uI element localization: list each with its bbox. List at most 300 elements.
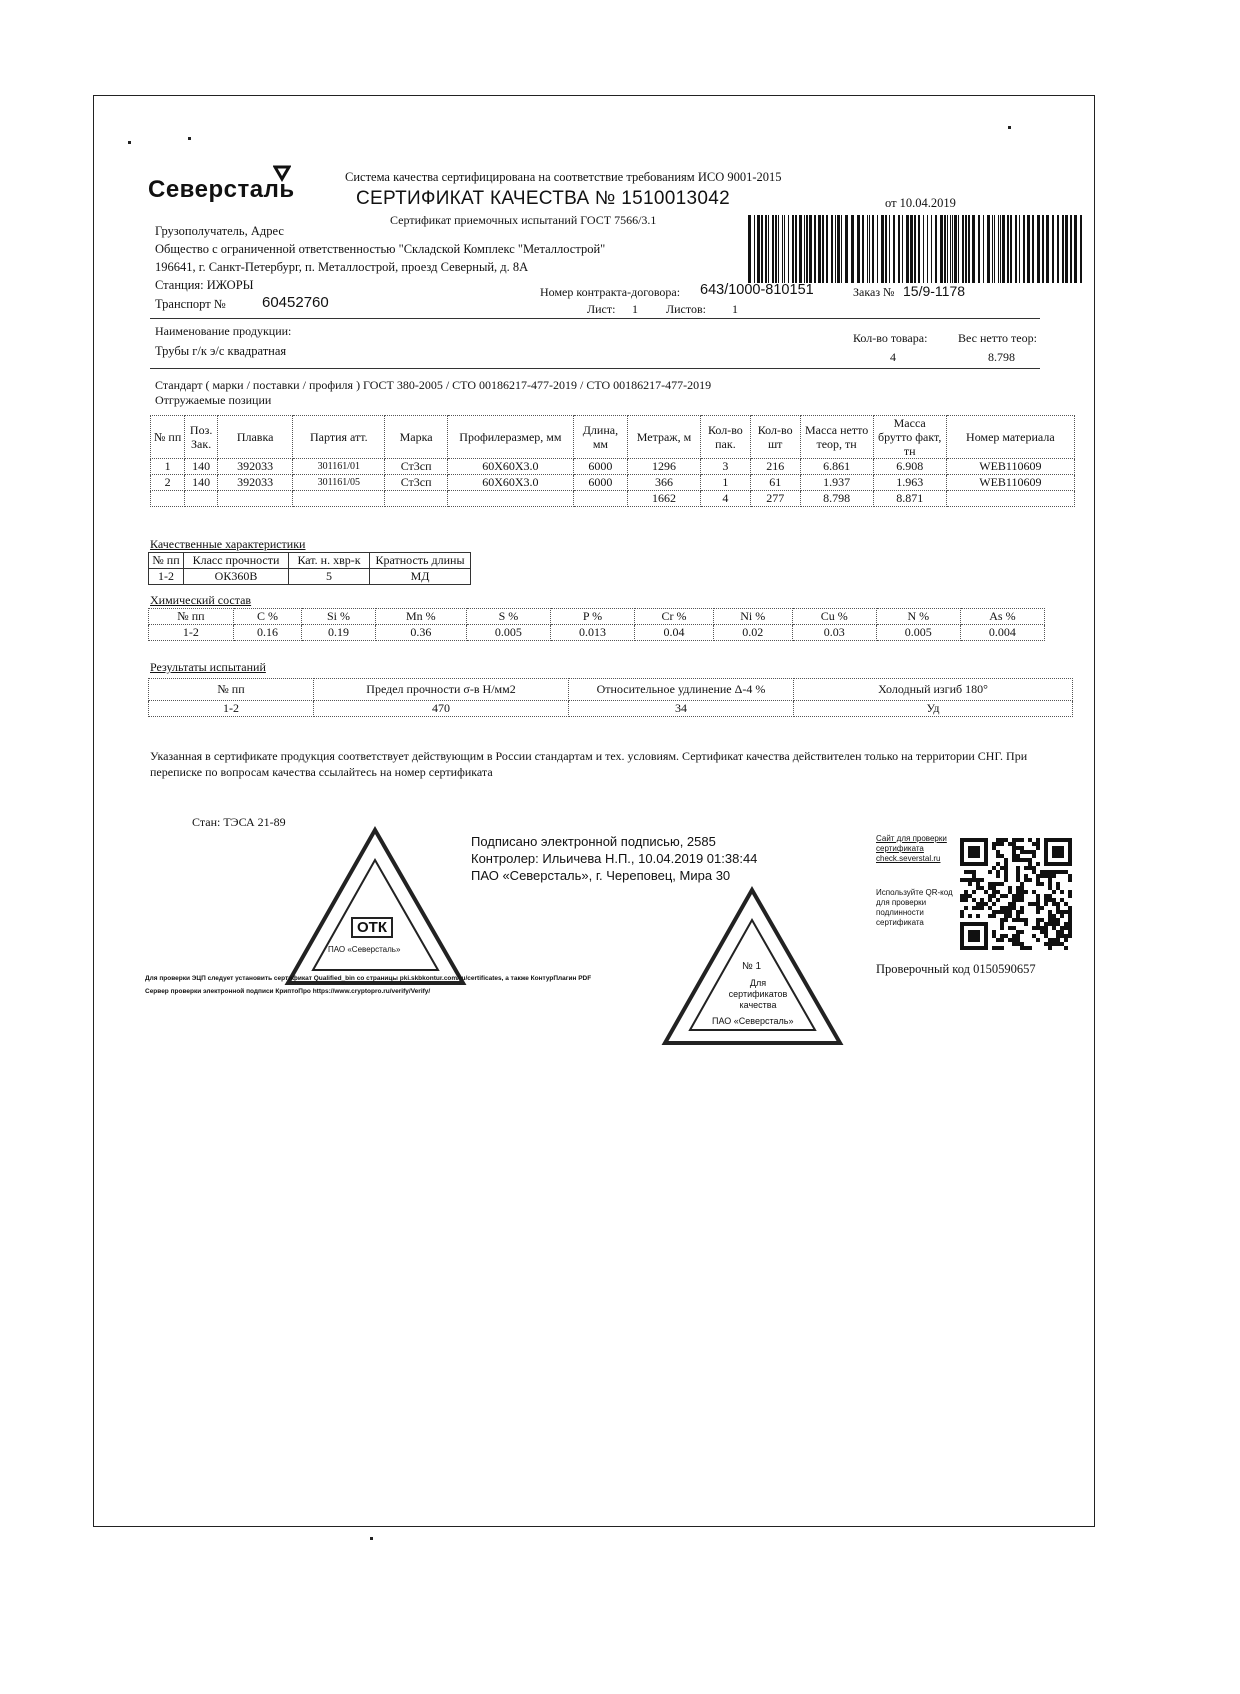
qr-module — [1012, 902, 1016, 906]
table-cell: 8.798 — [800, 491, 873, 507]
qr-module — [992, 910, 996, 914]
qr-module — [1052, 926, 1056, 930]
consignee-label: Грузополучатель, Адрес — [155, 224, 284, 238]
qr-module — [1060, 910, 1064, 914]
qr-module — [1048, 878, 1052, 882]
qr-module — [980, 898, 984, 902]
qr-module — [992, 894, 996, 898]
footer-note: Для проверки ЭЦП следует установить сертификат Qualified_bin со страницы pki.skbkontur.com/ru/certificates, а также КонтурПлагин PDF — [145, 975, 592, 982]
barcode-bar — [889, 215, 890, 283]
table-cell: WEB110609 — [946, 475, 1074, 491]
qr-module — [960, 894, 964, 898]
qr-module — [1060, 898, 1064, 902]
qr-module — [1024, 946, 1028, 950]
col-header: As % — [960, 609, 1044, 625]
qr-module — [1036, 882, 1040, 886]
divider — [150, 318, 1040, 319]
table-cell: 1 — [701, 475, 751, 491]
qr-module — [1012, 898, 1016, 902]
barcode-bar — [809, 215, 812, 283]
barcode-bar — [782, 215, 783, 283]
qr-module — [1048, 870, 1052, 874]
qr-module — [1044, 926, 1048, 930]
qr-module — [1016, 934, 1020, 938]
qr-module — [1008, 926, 1012, 930]
chemistry-header-row — [149, 609, 1045, 625]
barcode-bar — [778, 215, 779, 283]
barcode-bar — [940, 215, 943, 283]
qr-module — [1020, 930, 1024, 934]
barcode-bar — [1023, 215, 1025, 283]
table-row — [149, 701, 1073, 717]
tests-table — [148, 678, 1073, 717]
barcode-bar — [902, 215, 903, 283]
qr-module — [1016, 930, 1020, 934]
qr-module — [1020, 910, 1024, 914]
qr-module — [996, 870, 1000, 874]
qr-module — [1024, 858, 1028, 862]
qr-module — [992, 902, 996, 906]
qr-module — [988, 894, 992, 898]
qr-module — [1016, 878, 1020, 882]
qr-module — [1048, 942, 1052, 946]
table-cell: Ст3сп — [385, 459, 447, 475]
col-header: Si % — [302, 609, 376, 625]
barcode-bar — [822, 215, 824, 283]
qr-module — [1000, 882, 1004, 886]
col-header: № пп — [149, 609, 234, 625]
qr-module — [1000, 866, 1004, 870]
qr-module — [1016, 938, 1020, 942]
qr-module — [1004, 866, 1008, 870]
scan-speck — [370, 1537, 373, 1540]
barcode-bar — [851, 215, 854, 283]
qr-module — [1052, 918, 1056, 922]
barcode-bar — [1027, 215, 1030, 283]
table-cell: 140 — [185, 475, 218, 491]
col-header: Кол-во пак. — [701, 416, 751, 459]
table-cell: 2 — [151, 475, 185, 491]
qr-module — [1004, 894, 1008, 898]
positions-table — [150, 415, 1075, 507]
table-cell: 0.005 — [876, 625, 960, 641]
transport-label: Транспорт № — [155, 297, 226, 311]
qr-module — [1008, 906, 1012, 910]
barcode-bar — [947, 215, 948, 283]
company-logo: Северсталь — [148, 176, 295, 204]
barcode-bar — [906, 215, 909, 283]
barcode-bar — [788, 215, 789, 283]
col-header: Метраж, м — [627, 416, 700, 459]
barcode-bar — [845, 215, 848, 283]
qr-module — [964, 906, 968, 910]
footer-note: Сервер проверки электронной подписи КриптоПро https://www.cryptopro.ru/verify/Verify/ — [145, 988, 431, 995]
barcode-bar — [958, 215, 959, 283]
qr-module — [1056, 886, 1060, 890]
qr-module — [1016, 898, 1020, 902]
table-cell: 1 — [151, 459, 185, 475]
qr-module — [1020, 918, 1024, 922]
qr-module — [1040, 918, 1044, 922]
qr-module — [1012, 838, 1016, 842]
qr-module — [988, 882, 992, 886]
stamp-text: ПАО «Северсталь» — [712, 1016, 794, 1026]
barcode-bar — [841, 215, 842, 283]
qr-module — [1012, 918, 1016, 922]
qr-module — [1056, 934, 1060, 938]
net-weight-label: Вес нетто теор: — [958, 331, 1037, 345]
qr-module — [1036, 918, 1040, 922]
qr-module — [1056, 930, 1060, 934]
divider — [150, 368, 1040, 369]
qr-module — [1020, 946, 1024, 950]
qr-module — [1024, 874, 1028, 878]
barcode-bar — [1000, 215, 1001, 283]
qr-module — [1004, 918, 1008, 922]
qr-module — [1004, 870, 1008, 874]
consignee-address: 196641, г. Санкт-Петербург, п. Металлострой, проезд Северный, д. 8А — [155, 260, 529, 274]
qr-module — [976, 914, 980, 918]
qr-module — [1040, 882, 1044, 886]
qr-module — [1016, 846, 1020, 850]
barcode-bar — [923, 215, 924, 283]
barcode-bar — [944, 215, 946, 283]
table-cell: 301161/05 — [293, 475, 385, 491]
qr-module — [1064, 934, 1068, 938]
qr-module — [1024, 850, 1028, 854]
barcode-bar — [881, 215, 884, 283]
barcode-bar — [748, 215, 751, 283]
qr-module — [1056, 910, 1060, 914]
qr-module — [1052, 890, 1056, 894]
check-site-text[interactable]: Сайт для проверки сертификата check.severstal.ru — [876, 834, 947, 863]
qr-module — [1016, 942, 1020, 946]
col-header: Cu % — [792, 609, 876, 625]
qr-module — [988, 898, 992, 902]
qr-module — [996, 850, 1000, 854]
table-cell: 1296 — [627, 459, 700, 475]
col-header: Масса брутто факт, тн — [873, 416, 946, 459]
qr-module — [1068, 890, 1072, 894]
col-header: № пп — [149, 679, 314, 701]
qr-module — [1020, 906, 1024, 910]
quantity-label: Кол-во товара: — [853, 331, 928, 345]
qr-module — [1016, 858, 1020, 862]
qr-module — [1000, 910, 1004, 914]
qr-module — [1060, 934, 1064, 938]
table-cell: 1662 — [627, 491, 700, 507]
transport-value: 60452760 — [262, 294, 329, 311]
qr-module — [1040, 874, 1044, 878]
qr-module — [1020, 846, 1024, 850]
station: Станция: ИЖОРЫ — [155, 278, 254, 292]
qr-module — [1056, 906, 1060, 910]
order-label: Заказ № — [853, 285, 895, 299]
qr-module — [1000, 838, 1004, 842]
barcode-bar — [872, 215, 874, 283]
qr-finder — [968, 930, 980, 942]
table-cell: 470 — [314, 701, 569, 717]
qr-module — [996, 854, 1000, 858]
qr-module — [1012, 850, 1016, 854]
qr-module — [1048, 918, 1052, 922]
certificate-stamp — [660, 885, 845, 1050]
qr-module — [1064, 910, 1068, 914]
qr-module — [1032, 850, 1036, 854]
table-cell: 1.937 — [800, 475, 873, 491]
contract-value: 643/1000-810151 — [700, 282, 814, 298]
qr-module — [1000, 934, 1004, 938]
table-cell: 1.963 — [873, 475, 946, 491]
qr-module — [1068, 874, 1072, 878]
stamp-text: ОТК — [351, 917, 393, 938]
qr-module — [1052, 942, 1056, 946]
barcode-bar — [978, 215, 980, 283]
certificate-title: СЕРТИФИКАТ КАЧЕСТВА № 1510013042 — [356, 188, 730, 209]
qr-module — [996, 874, 1000, 878]
qr-module — [1048, 894, 1052, 898]
signature-line: Подписано электронной подписью, 2585 — [471, 834, 716, 849]
table-cell: 366 — [627, 475, 700, 491]
shipped-positions-label: Отгружаемые позиции — [155, 393, 272, 407]
col-header: № пп — [151, 416, 185, 459]
col-header: Марка — [385, 416, 447, 459]
barcode-bar — [814, 215, 816, 283]
certificate-subtitle: Сертификат приемочных испытаний ГОСТ 7566/3.1 — [390, 213, 657, 227]
qr-module — [984, 902, 988, 906]
qr-module — [968, 914, 972, 918]
signature-line: Контролер: Ильичева Н.П., 10.04.2019 01:38:44 — [471, 851, 758, 866]
qr-module — [1068, 910, 1072, 914]
qr-module — [1028, 902, 1032, 906]
qr-module — [1044, 898, 1048, 902]
col-header: Ni % — [713, 609, 792, 625]
barcode-bar — [857, 215, 860, 283]
qr-module — [996, 898, 1000, 902]
barcode-bar — [867, 215, 868, 283]
table-cell: 392033 — [218, 475, 293, 491]
barcode-bar — [1074, 215, 1077, 283]
qr-module — [1056, 942, 1060, 946]
barcode-bar — [952, 215, 953, 283]
barcode-bar — [765, 215, 767, 283]
qr-module — [1036, 906, 1040, 910]
col-header: N % — [876, 609, 960, 625]
sheets-value: 1 — [732, 302, 738, 316]
qr-module — [1068, 894, 1072, 898]
quality-header-row — [149, 553, 471, 569]
scan-speck — [188, 137, 191, 140]
certificate-date: от 10.04.2019 — [885, 196, 956, 210]
table-cell: МД — [370, 569, 471, 585]
qr-module — [996, 882, 1000, 886]
table-cell: 6000 — [573, 459, 627, 475]
table-cell: 140 — [185, 459, 218, 475]
barcode-bar — [837, 215, 840, 283]
col-header: Номер материала — [946, 416, 1074, 459]
sheets-label: Листов: — [666, 302, 706, 316]
col-header: Поз. Зак. — [185, 416, 218, 459]
table-cell: ОК360В — [184, 569, 289, 585]
qr-module — [964, 894, 968, 898]
col-header: № пп — [149, 553, 184, 569]
barcode-bar — [869, 215, 870, 283]
stamp-text: № 1 — [742, 961, 762, 972]
qr-module — [1020, 890, 1024, 894]
barcode-bar — [835, 215, 836, 283]
quantity-value: 4 — [890, 350, 896, 364]
barcode-bar — [893, 215, 895, 283]
col-header: Партия атт. — [293, 416, 385, 459]
qr-module — [1032, 926, 1036, 930]
barcode-bar — [1062, 215, 1064, 283]
qr-module — [1064, 922, 1068, 926]
qr-module — [1032, 890, 1036, 894]
qr-module — [1060, 890, 1064, 894]
qr-module — [1056, 870, 1060, 874]
qr-module — [1020, 898, 1024, 902]
table-cell: 1-2 — [149, 569, 184, 585]
qr-module — [1020, 894, 1024, 898]
qr-module — [1016, 890, 1020, 894]
qr-module — [964, 890, 968, 894]
contract-label: Номер контракта-договора: — [540, 285, 681, 299]
qr-module — [1024, 918, 1028, 922]
barcode-bar — [927, 215, 928, 283]
qr-module — [992, 914, 996, 918]
col-header: Профилеразмер, мм — [447, 416, 573, 459]
barcode-bar — [826, 215, 828, 283]
qr-module — [1032, 854, 1036, 858]
qr-module — [996, 838, 1000, 842]
qr-module — [1000, 906, 1004, 910]
qr-module — [1008, 886, 1012, 890]
qr-module — [1036, 922, 1040, 926]
qr-module — [1052, 902, 1056, 906]
qr-module — [1028, 866, 1032, 870]
barcode-bar — [877, 215, 878, 283]
barcode-bar — [1002, 215, 1005, 283]
qr-module — [992, 882, 996, 886]
otk-stamp — [283, 825, 468, 990]
qr-module — [1028, 862, 1032, 866]
barcode-bar — [992, 215, 993, 283]
scan-speck — [128, 141, 131, 144]
qr-module — [1004, 934, 1008, 938]
qr-module — [1064, 938, 1068, 942]
qr-code — [960, 838, 1072, 950]
qr-module — [1012, 842, 1016, 846]
qr-module — [960, 910, 964, 914]
qr-module — [1016, 910, 1020, 914]
qr-module — [1004, 862, 1008, 866]
table-row — [151, 459, 1075, 475]
barcode-bar — [1015, 215, 1017, 283]
qr-module — [1060, 942, 1064, 946]
col-header: Mn % — [375, 609, 466, 625]
qr-module — [1052, 938, 1056, 942]
qr-module — [1000, 894, 1004, 898]
totals-row — [151, 491, 1075, 507]
qr-module — [1004, 838, 1008, 842]
qr-module — [1068, 926, 1072, 930]
qr-module — [1028, 838, 1032, 842]
barcode-bar — [862, 215, 864, 283]
table-cell: Ст3сп — [385, 475, 447, 491]
qr-module — [1008, 842, 1012, 846]
qr-module — [968, 870, 972, 874]
table-row — [149, 569, 471, 585]
qr-module — [1036, 902, 1040, 906]
qr-module — [1000, 918, 1004, 922]
qr-module — [996, 910, 1000, 914]
barcode-bar — [1037, 215, 1040, 283]
qr-module — [1024, 922, 1028, 926]
qr-module — [1052, 874, 1056, 878]
col-header: Кат. н. хвр-к — [289, 553, 370, 569]
qr-module — [1032, 902, 1036, 906]
qr-module — [992, 890, 996, 894]
qr-module — [1000, 946, 1004, 950]
barcode-bar — [914, 215, 916, 283]
qr-module — [1012, 894, 1016, 898]
qr-module — [1008, 902, 1012, 906]
qr-module — [992, 946, 996, 950]
qr-module — [976, 902, 980, 906]
chemistry-table — [148, 608, 1045, 641]
qr-module — [1032, 934, 1036, 938]
barcode-bar — [931, 215, 932, 283]
table-cell: 0.36 — [375, 625, 466, 641]
qr-module — [960, 878, 964, 882]
barcode-bar — [910, 215, 913, 283]
table-cell: 0.19 — [302, 625, 376, 641]
qr-module — [1000, 842, 1004, 846]
qr-module — [1020, 850, 1024, 854]
consignee-org: Общество с ограниченной ответственностью "Складской Комплекс "Металлострой" — [155, 242, 606, 256]
barcode-bar — [968, 215, 970, 283]
qr-module — [968, 878, 972, 882]
barcode-bar — [1010, 215, 1012, 283]
order-value: 15/9-1178 — [903, 283, 966, 299]
barcode-bar — [761, 215, 763, 283]
qr-module — [1032, 870, 1036, 874]
qr-module — [1036, 898, 1040, 902]
barcode — [746, 215, 1088, 283]
qr-module — [1036, 938, 1040, 942]
qr-module — [1052, 922, 1056, 926]
qr-module — [1068, 930, 1072, 934]
barcode-bar — [799, 215, 802, 283]
qr-module — [1020, 858, 1024, 862]
qr-module — [1012, 906, 1016, 910]
qr-module — [1020, 942, 1024, 946]
col-header: Длина, мм — [573, 416, 627, 459]
col-header: Кратность длины — [370, 553, 471, 569]
col-header: Масса нетто теор, тн — [800, 416, 873, 459]
col-header: Cr % — [635, 609, 714, 625]
qr-module — [964, 870, 968, 874]
qr-module — [984, 890, 988, 894]
qr-module — [992, 846, 996, 850]
qr-module — [1012, 858, 1016, 862]
table-cell: 6000 — [573, 475, 627, 491]
qr-module — [1052, 870, 1056, 874]
qr-module — [1036, 862, 1040, 866]
qr-module — [1044, 922, 1048, 926]
table-cell: 34 — [569, 701, 794, 717]
qr-module — [1036, 926, 1040, 930]
